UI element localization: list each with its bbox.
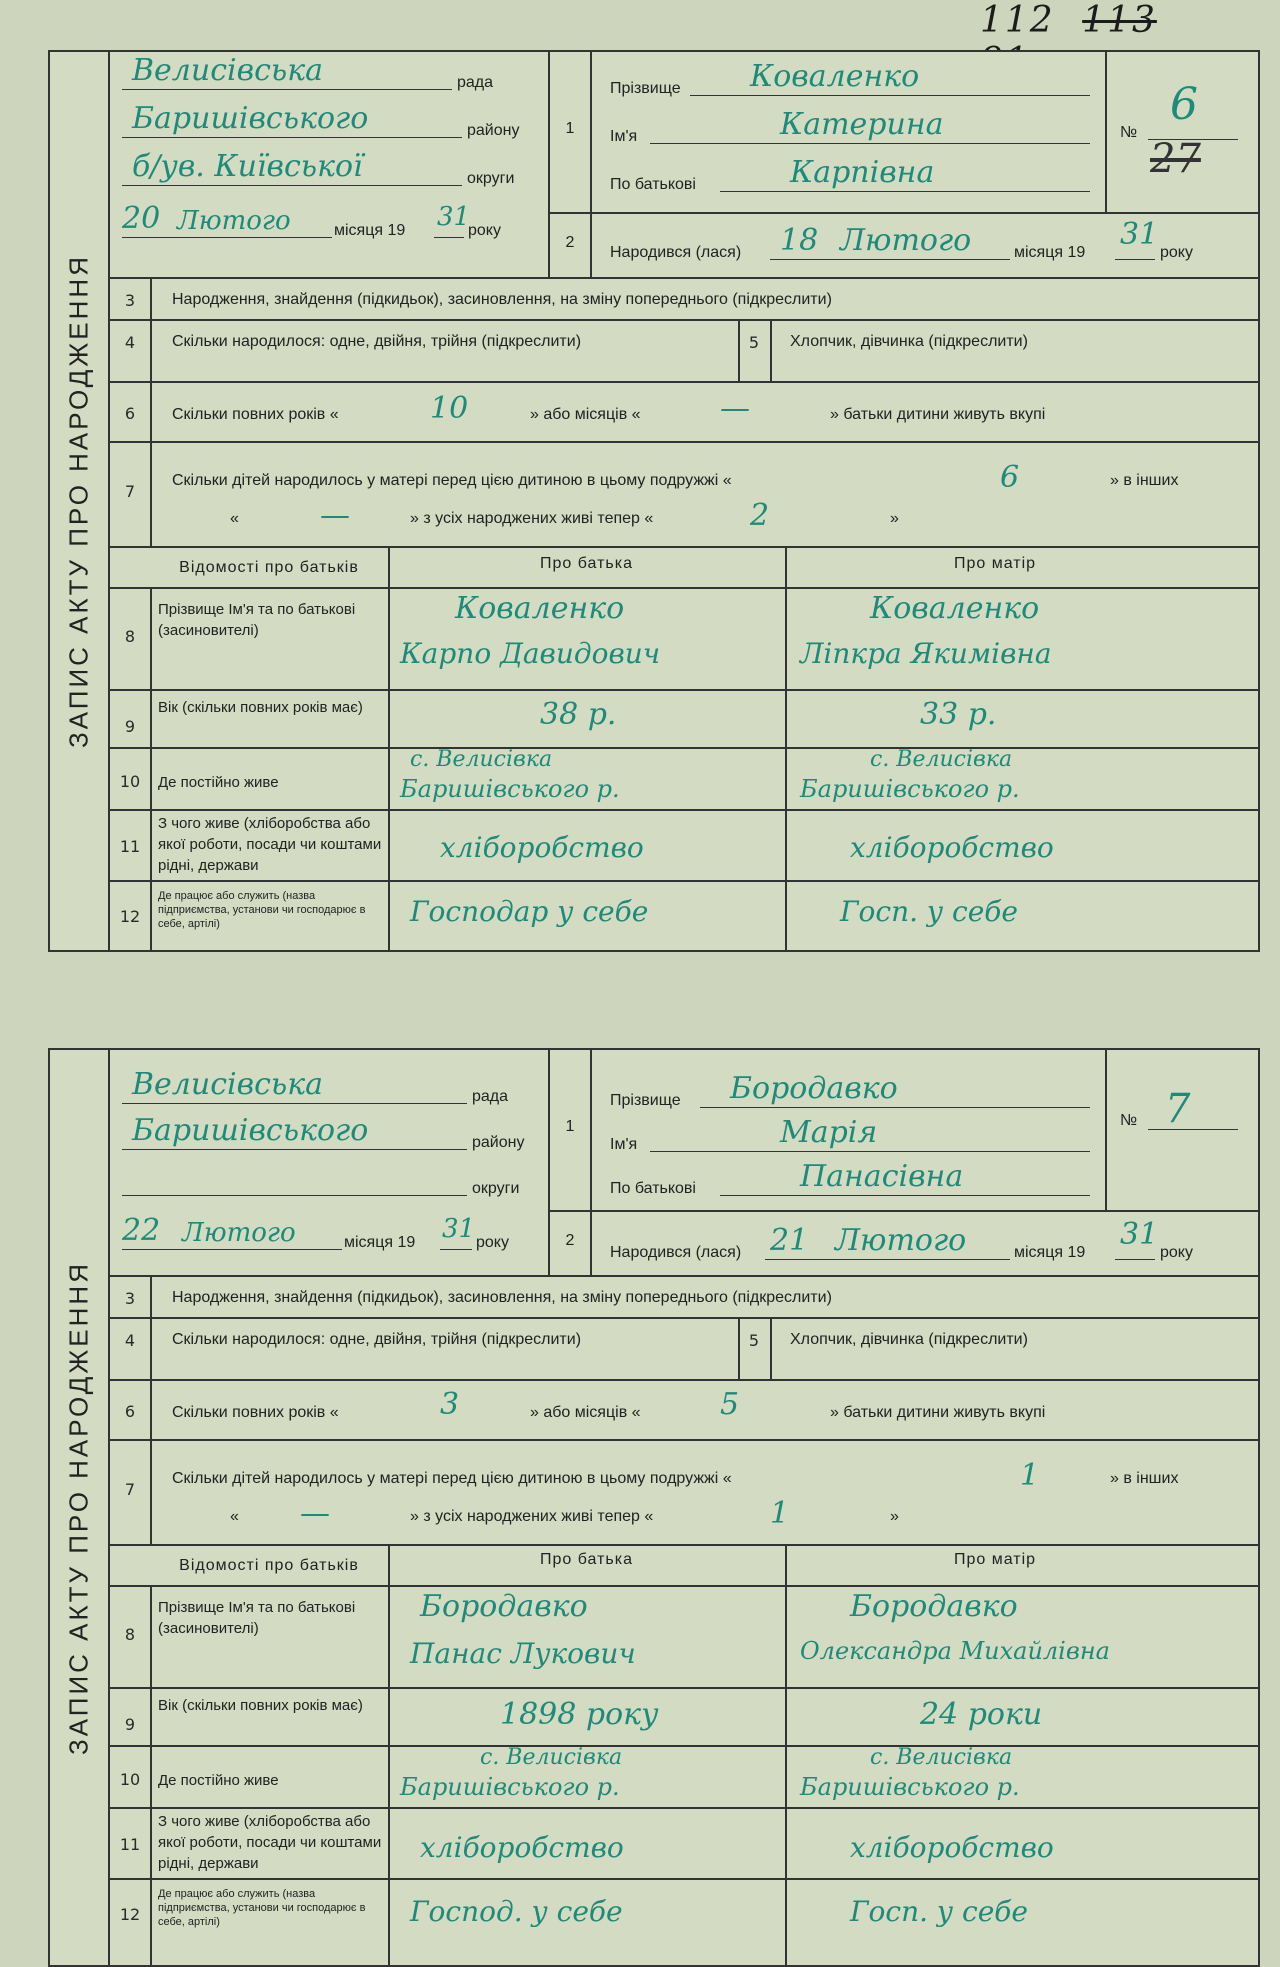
rada-line bbox=[122, 1068, 540, 1108]
mother-address-village: с. Велисівка bbox=[870, 747, 1013, 772]
record-header bbox=[110, 52, 1258, 279]
born-day: 18 bbox=[780, 223, 819, 258]
row7-other: — bbox=[300, 1496, 330, 1531]
table-head-mother: Про матір bbox=[953, 555, 1037, 572]
parents-table: Відомості про батьків Про батька Про матір 8 Прізвище Ім'я та по батькові (засиновителі) Коваленко Карпо Давидович Коваленко Ліпкра Якимівна 9 Вік (скільки повних років має) 38 р. 33 р. 10 Де постійно живе с. Велисівка Баришівського р. с. Велисівка Баришівського р. 11 З чого живе (хліборобства або якої роботи, посади чи коштами рідні, держави хліборобство хліборобство 12 Де працює або служить (назва підприємства, установи чи господарює в себе, артілі) Господар у себе Госп. у себе bbox=[110, 547, 1258, 950]
mother-occupation: хліборобство bbox=[850, 831, 1054, 864]
reg-year-label: року bbox=[476, 1234, 509, 1251]
row4-text: Скільки народилося: одне, двійня, трійня (підкреслити) bbox=[172, 1331, 582, 1348]
sidebar-title: ЗАПИС АКТУ ПРО НАРОДЖЕННЯ bbox=[63, 254, 94, 748]
mother-workplace: Госп. у себе bbox=[850, 1895, 1028, 1928]
surname-label: Прізвище bbox=[610, 1092, 681, 1109]
surname-value: Бородавко bbox=[730, 1071, 898, 1106]
patronymic-label: По батькові bbox=[610, 1180, 696, 1197]
surname-line bbox=[610, 60, 1090, 100]
number-value: 6 bbox=[1170, 79, 1198, 130]
name-line bbox=[610, 108, 1090, 148]
table-head-mother: Про матір bbox=[953, 1551, 1037, 1568]
row7-alive: 2 bbox=[750, 498, 770, 533]
raion-label: району bbox=[472, 1134, 525, 1151]
rada-label: рада bbox=[472, 1088, 509, 1105]
father-address-raion: Баришівського р. bbox=[400, 775, 620, 803]
raion-value: Баришівського bbox=[132, 1113, 369, 1148]
row6-months: 5 bbox=[720, 1387, 740, 1422]
registry-block bbox=[110, 52, 550, 277]
record-sidebar bbox=[50, 52, 110, 950]
born-year-label: року bbox=[1160, 244, 1193, 261]
table-head-father: Про батька bbox=[540, 555, 633, 572]
sidebar-title: ЗАПИС АКТУ ПРО НАРОДЖЕННЯ bbox=[63, 1260, 94, 1755]
mother-name: Ліпкра Якимівна bbox=[800, 637, 1052, 670]
born-year-label: року bbox=[1160, 1244, 1193, 1261]
reg-month: Лютого bbox=[177, 206, 291, 236]
row3-text: Народження, знайдення (підкидьок), засиновлення, на зміну попереднього (підкреслити) bbox=[172, 291, 832, 308]
father-name: Карпо Давидович bbox=[400, 637, 661, 670]
reg-day: 20 bbox=[122, 201, 161, 236]
reg-year: 31 bbox=[437, 202, 471, 232]
row7-alive: 1 bbox=[770, 1496, 790, 1531]
born-label: Народився (лася) bbox=[610, 244, 742, 261]
mother-age: 24 роки bbox=[920, 1697, 1043, 1732]
mother-surname: Бородавко bbox=[850, 1589, 1018, 1624]
rada-value: Велисівська bbox=[132, 53, 324, 88]
reg-month: Лютого bbox=[182, 1218, 296, 1248]
born-label: Народився (лася) bbox=[610, 1244, 742, 1261]
row5-text: Хлопчик, дівчинка (підкреслити) bbox=[790, 333, 1028, 350]
row7-this-marriage: 6 bbox=[1000, 460, 1020, 495]
father-occupation: хліборобство bbox=[420, 1831, 624, 1864]
raion-line bbox=[122, 1114, 540, 1154]
father-workplace: Господ. у себе bbox=[410, 1895, 623, 1928]
surname-value: Коваленко bbox=[750, 59, 920, 94]
born-month-label: місяця 19 bbox=[1014, 244, 1086, 261]
born-year: 31 bbox=[1120, 1217, 1159, 1252]
raion-value: Баришівського bbox=[132, 101, 369, 136]
father-address-raion: Баришівського р. bbox=[400, 1773, 620, 1801]
born-day: 21 bbox=[770, 1223, 809, 1258]
number-value: 7 bbox=[1165, 1086, 1191, 1132]
father-address-village: с. Велисівка bbox=[480, 1745, 623, 1770]
raion-label: району bbox=[467, 122, 520, 139]
registry-block bbox=[110, 1050, 550, 1275]
born-line bbox=[610, 1217, 1250, 1264]
born-line bbox=[610, 217, 1250, 264]
okruh-value: б/ув. Київської bbox=[132, 149, 363, 184]
reg-month-label: місяця 19 bbox=[334, 222, 406, 239]
rada-value: Велисівська bbox=[132, 1067, 324, 1102]
mother-occupation: хліборобство bbox=[850, 1831, 1054, 1864]
reg-month-label: місяця 19 bbox=[344, 1234, 416, 1251]
surname-label: Прізвище bbox=[610, 80, 681, 97]
reg-year-label: року bbox=[468, 222, 501, 239]
record-number bbox=[1120, 1080, 1240, 1140]
row6-years: 10 bbox=[430, 391, 469, 426]
number-label: № bbox=[1120, 1112, 1138, 1129]
row6-months: — bbox=[720, 391, 750, 426]
father-name: Панас Лукович bbox=[410, 1637, 636, 1670]
mother-address-village: с. Велисівка bbox=[870, 1745, 1013, 1770]
child-block: 1 2 Прізвище Коваленко Ім'я Катерина По батькові Карпівна № 6 27 Народився (лася) 18 Лютого місяця 19 31 року bbox=[550, 52, 1258, 277]
father-age: 38 р. bbox=[540, 697, 617, 732]
row6-years: 3 bbox=[440, 1387, 460, 1422]
patronymic-value: Панасівна bbox=[800, 1159, 964, 1194]
okruh-label: округи bbox=[472, 1180, 520, 1197]
mother-surname: Коваленко bbox=[870, 591, 1040, 626]
name-label: Ім'я bbox=[610, 1136, 638, 1153]
okruh-line bbox=[122, 1160, 540, 1200]
record-number bbox=[1120, 79, 1240, 182]
row7-this-marriage: 1 bbox=[1020, 1458, 1040, 1493]
father-surname: Бородавко bbox=[420, 1589, 588, 1624]
reg-year: 31 bbox=[442, 1214, 476, 1244]
row7-other: — bbox=[320, 498, 350, 533]
page-number-stamp bbox=[980, 0, 1210, 50]
mother-address-raion: Баришівського р. bbox=[800, 775, 1020, 803]
patronymic-label: По батькові bbox=[610, 176, 696, 193]
father-address-village: с. Велисівка bbox=[410, 747, 553, 772]
page-number-1: 112 bbox=[980, 0, 1055, 41]
reg-day: 22 bbox=[122, 1213, 161, 1248]
raion-line bbox=[122, 102, 540, 142]
page-number-2: 113 bbox=[1082, 0, 1157, 41]
father-occupation: хліборобство bbox=[440, 831, 644, 864]
reg-date-line bbox=[122, 1214, 540, 1254]
record-sidebar bbox=[50, 1050, 110, 1965]
okruh-line bbox=[122, 150, 540, 190]
patronymic-line bbox=[610, 156, 1090, 196]
born-month: Лютого bbox=[840, 223, 972, 258]
father-surname: Коваленко bbox=[455, 591, 625, 626]
born-month-label: місяця 19 bbox=[1014, 1244, 1086, 1261]
father-workplace: Господар у себе bbox=[410, 895, 649, 928]
table-head-father: Про батька bbox=[540, 1551, 633, 1568]
mother-workplace: Госп. у себе bbox=[840, 895, 1018, 928]
birth-record-1: ЗАПИС АКТУ ПРО НАРОДЖЕННЯ Велисівська рада Баришівського району б/ув. Київської округи 20 Лютого місяця 19 31 року 1 2 Прізвище Коваленко Ім'я Катерина По батькові Карпівна № 6 27 Народився (лася) 18 Лютого місяця 19 31 року 3 Народження, знайдення (підкидьок), засиновлення, на зміну попереднього (підкреслити) 4 Скільки народилося: одне, двійня, трійня (підкреслити) 5 Хлопчик, дівчинка (підкреслити) 6 Скільки повних років « 10 » або місяців « — » батьки дитини живуть вкупі 7 Скільки дітей народилось у матері перед цією дитиною в цьому подружжі « 6 » в інших « — » з усіх народжених живі тепер « 2 » Відомості про батьків Про батька Про матір 8 Прізвище Ім'я та по батькові (засиновителі) Коваленко Карпо Давидович Коваленко Ліпкра Якимівна 9 Вік (скільки повних років має) 38 р. 33 р. 10 Де постійно живе с. Велисівка Баришівського р. с. Велисівка Баришівського р. 11 З чого живе (хліборобства або якої роботи, посади чи коштами рідні, держави хліборобство хліборобство 12 Де працює або служить (назва підприємства, установи чи господарює в себе, артілі) Господар у себе Госп. у себе bbox=[48, 50, 1260, 952]
row5-text: Хлопчик, дівчинка (підкреслити) bbox=[790, 1331, 1028, 1348]
okruh-label: округи bbox=[467, 170, 515, 187]
number-label: № bbox=[1120, 124, 1138, 141]
mother-age: 33 р. bbox=[920, 697, 997, 732]
name-value: Катерина bbox=[780, 107, 944, 142]
born-year: 31 bbox=[1120, 217, 1159, 252]
rada-line bbox=[122, 54, 540, 94]
child-block: 1 2 Прізвище Бородавко Ім'я Марія По батькові Панасівна № 7 Народився (лася) 21 Лютого місяця 19 31 року bbox=[550, 1050, 1258, 1275]
name-value: Марія bbox=[780, 1115, 878, 1150]
record-header bbox=[110, 1050, 1258, 1277]
patronymic-value: Карпівна bbox=[790, 155, 935, 190]
table-head-label: Відомості про батьків bbox=[179, 559, 359, 576]
mother-address-raion: Баришівського р. bbox=[800, 1773, 1020, 1801]
mother-name: Олександра Михайлівна bbox=[800, 1637, 1110, 1665]
birth-record-2: ЗАПИС АКТУ ПРО НАРОДЖЕННЯ Велисівська рада Баришівського району округи 22 Лютого місяця 19 31 року 1 2 Прізвище Бородавко Ім'я Марія По батькові Панасівна № 7 Народився (лася) 21 Лютого місяця 19 31 року 3 Народження, знайдення (підкидьок), засиновлення, на зміну попереднього (підкреслити) 4 Скільки народилося: одне, двійня, трійня (підкреслити) 5 Хлопчик, дівчинка (підкреслити) 6 Скільки повних років « 3 » або місяців « 5 » батьки дитини живуть вкупі 7 Скільки дітей народилось у матері перед цією дитиною в цьому подружжі « 1 » в інших « — » з усіх народжених живі тепер « 1 » Відомості про батьків Про батька Про матір 8 Прізвище Ім'я та по батькові (засиновителі) Бородавко Панас Лукович Бородавко Олександра Михайлівна 9 Вік (скільки повних років має) 1898 року 24 роки 10 Де постійно живе с. Велисівка Баришівського р. с. Велисівка Баришівського р. 11 З чого живе (хліборобства або якої роботи, посади чи коштами рідні, держави хліборобство хліборобство 12 Де працює або служить (назва підприємства, установи чи господарює в себе, артілі) Господ. у себе Госп. у себе bbox=[48, 1048, 1260, 1967]
surname-line bbox=[610, 1072, 1090, 1112]
number-struck-value: 27 bbox=[1150, 136, 1201, 182]
parents-table: Відомості про батьків Про батька Про матір 8 Прізвище Ім'я та по батькові (засиновителі) Бородавко Панас Лукович Бородавко Олександра Михайлівна 9 Вік (скільки повних років має) 1898 року 24 роки 10 Де постійно живе с. Велисівка Баришівського р. с. Велисівка Баришівського р. 11 З чого живе (хліборобства або якої роботи, посади чи коштами рідні, держави хліборобство хліборобство 12 Де працює або служить (назва підприємства, установи чи господарює в себе, артілі) Господ. у себе Госп. у себе bbox=[110, 1545, 1258, 1965]
patronymic-line bbox=[610, 1160, 1090, 1200]
rada-label: рада bbox=[457, 74, 494, 91]
born-month: Лютого bbox=[835, 1223, 967, 1258]
father-age: 1898 року bbox=[500, 1697, 659, 1732]
row3-text: Народження, знайдення (підкидьок), засиновлення, на зміну попереднього (підкреслити) bbox=[172, 1289, 832, 1306]
table-head-label: Відомості про батьків bbox=[179, 1557, 359, 1574]
row4-text: Скільки народилося: одне, двійня, трійня (підкреслити) bbox=[172, 333, 582, 350]
name-label: Ім'я bbox=[610, 128, 638, 145]
name-line bbox=[610, 1116, 1090, 1156]
reg-date-line bbox=[122, 202, 540, 242]
